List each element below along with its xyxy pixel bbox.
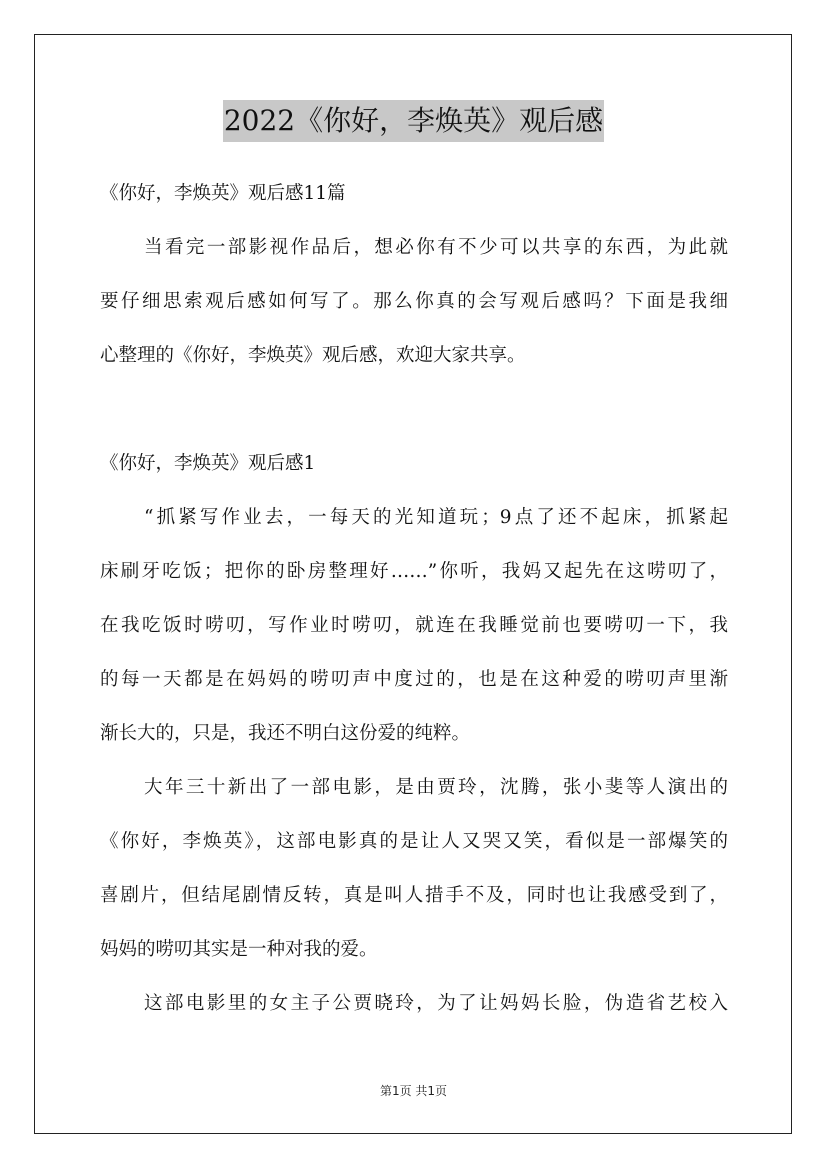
intro-paragraph xyxy=(100,230,728,374)
section-heading: 《你好，李焕英》观后感1 xyxy=(100,453,316,474)
paragraph-3 xyxy=(100,986,728,1022)
text-line: 大年三十新出了一部电影，是由贾玲，沈腾，张小斐等人演出的 xyxy=(144,777,728,798)
text-line: 床刷牙吃饭；把你的卧房整理好……”你听，我妈又起先在这唠叨了， xyxy=(100,561,728,582)
text-line: “抓紧写作业去，一每天的光知道玩；9点了还不起床，抓紧起 xyxy=(144,507,728,528)
text-line: 心整理的《你好，李焕英》观后感，欢迎大家共享。 xyxy=(100,345,526,366)
text-line: 在我吃饭时唠叨，写作业时唠叨，就连在我睡觉前也要唠叨一下，我 xyxy=(100,615,728,636)
text-line: 要仔细思索观后感如何写了。那么你真的会写观后感吗？下面是我细 xyxy=(100,291,728,312)
document-title: 2022《你好，李焕英》观后感 xyxy=(223,100,604,142)
page-footer: 第1页 共1页 xyxy=(379,1084,448,1098)
document-body xyxy=(100,176,728,1022)
text-line: 妈妈的唠叨其实是一种对我的爱。 xyxy=(100,939,378,960)
blank-line xyxy=(100,212,728,230)
paragraph-1 xyxy=(100,500,728,752)
text-line: 《你好，李焕英》，这部电影真的是让人又哭又笑，看似是一部爆笑的 xyxy=(100,831,728,852)
text-line: 的每一天都是在妈妈的唠叨声中度过的，也是在这种爱的唠叨声里渐 xyxy=(100,669,728,690)
paragraph-2 xyxy=(100,770,728,968)
text-line: 渐长大的，只是，我还不明白这份爱的纯粹。 xyxy=(100,723,471,744)
text-line: 喜剧片，但结尾剧情反转，真是叫人措手不及，同时也让我感受到了， xyxy=(100,885,728,906)
title-container xyxy=(0,100,827,142)
subtitle: 《你好，李焕英》观后感11篇 xyxy=(100,183,346,204)
text-line: 当看完一部影视作品后，想必你有不少可以共享的东西，为此就 xyxy=(144,237,728,258)
text-line: 这部电影里的女主子公贾晓玲，为了让妈妈长脸，伪造省艺校入 xyxy=(144,993,728,1014)
